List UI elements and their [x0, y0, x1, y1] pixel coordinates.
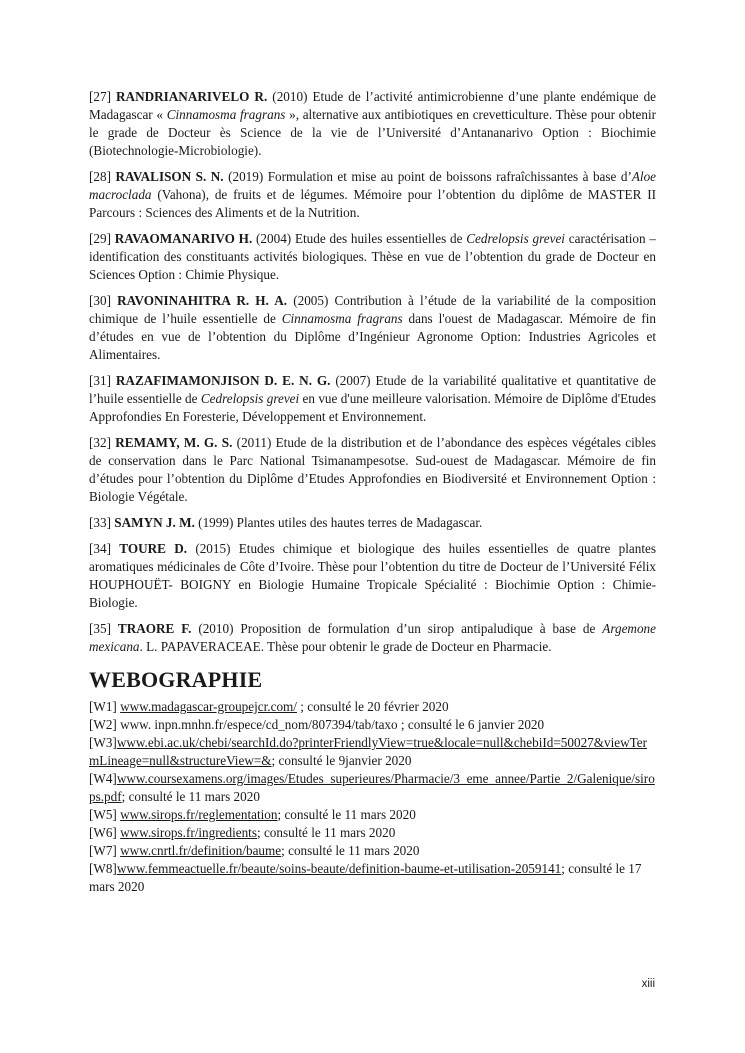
reference-item: [30] RAVONINAHITRA R. H. A. (2005) Contribution à l’étude de la variabilité de la composition chimique de l’huile essentielle de Cinnamosma fragrans dans l'ouest de Madagascar. Mémoire de fin d’études en vue de l’obtention du Diplôme d’Ingénieur Agronome Option: Industries Agricoles et Alimentaires.: [89, 293, 657, 362]
webographie-list: [89, 698, 656, 896]
web-link[interactable]: www.sirops.fr/reglementation: [120, 807, 278, 822]
web-link[interactable]: www.sirops.fr/ingredients: [120, 825, 257, 840]
web-link[interactable]: www.coursexamens.org/images/Etudes_superieures/Pharmacie/3_eme_annee/Partie_2/Galenique/sirops.pdf: [89, 771, 655, 804]
web-link[interactable]: www.femmeactuelle.fr/beaute/soins-beaute/definition-baume-et-utilisation-2059141: [116, 861, 562, 876]
reference-item: [31] RAZAFIMAMONJISON D. E. N. G. (2007) Etude de la variabilité qualitative et quantitative de l’huile essentielle de Cedrelopsis grevei en vue d'une meilleure valorisation. Mémoire de Diplôme d'Etudes Approfondies En Foresterie, Développement et Environnement.: [89, 373, 656, 424]
web-link[interactable]: www.cnrtl.fr/definition/baume: [120, 843, 282, 858]
reference-author: RANDRIANARIVELO R.: [116, 89, 268, 104]
web-link[interactable]: www.madagascar-groupejcr.com/: [120, 699, 297, 714]
reference-item: [35] TRAORE F. (2010) Proposition de formulation d’un sirop antipaludique à base de Argemone mexicana. L. PAPAVERACEAE. Thèse pour obtenir le grade de Docteur en Pharmacie.: [89, 621, 656, 654]
web-entry: [W8]www.femmeactuelle.fr/beaute/soins-beaute/definition-baume-et-utilisation-2059141; consulté le 17 mars 2020: [89, 861, 642, 894]
web-entry: [W4]www.coursexamens.org/images/Etudes_superieures/Pharmacie/3_eme_annee/Partie_2/Galenique/sirops.pdf; consulté le 11 mars 2020: [89, 771, 655, 804]
web-entry: [W7] www.cnrtl.fr/definition/baume; consulté le 11 mars 2020: [89, 843, 420, 858]
web-entry: [W2] www. inpn.mnhn.fr/espece/cd_nom/807394/tab/taxo ; consulté le 6 janvier 2020: [89, 717, 545, 732]
reference-author: RAVAOMANARIVO H.: [114, 231, 253, 246]
reference-author: REMAMY, M. G. S.: [115, 435, 233, 450]
reference-list: [89, 88, 656, 656]
document-page: [89, 88, 656, 896]
page-number: xiii: [641, 978, 655, 990]
reference-item: [27] RANDRIANARIVELO R. (2010) Etude de l’activité antimicrobienne d’une plante endémique de Madagascar « Cinnamosma fragrans », alternative aux antibiotiques en crevetticulture. Thèse pour obtenir le grade de Docteur ès Science de la vie de l’Université d’Antananarivo Option : Biochimie (Biotechnologie-Microbiologie).: [89, 89, 657, 158]
reference-item: [29] RAVAOMANARIVO H. (2004) Etude des huiles essentielles de Cedrelopsis grevei caractérisation – identification des constituants activités biologiques. Thèse en vue de l’obtention du grade de Docteur en Sciences Option : Chimie Physique.: [89, 231, 656, 282]
web-link[interactable]: www.ebi.ac.uk/chebi/searchId.do?printerFriendlyView=true&locale=null&chebiId=50027&viewTermLineage=null&structureView=&: [89, 735, 648, 768]
reference-author: TOURE D.: [119, 541, 188, 556]
reference-author: RAVALISON S. N.: [115, 169, 224, 184]
web-entry: [W5] www.sirops.fr/reglementation; consulté le 11 mars 2020: [89, 807, 416, 822]
web-entry: [W3]www.ebi.ac.uk/chebi/searchId.do?printerFriendlyView=true&locale=null&chebiId=50027&viewTermLineage=null&structureView=&; consulté le 9janvier 2020: [89, 735, 648, 768]
reference-item: [28] RAVALISON S. N. (2019) Formulation et mise au point de boissons rafraîchissantes à base d’Aloe macroclada (Vahona), de fruits et de légumes. Mémoire pour l’obtention du diplôme de MASTER II Parcours : Sciences des Aliments et de la Nutrition.: [89, 169, 657, 220]
webographie-heading: WEBOGRAPHIE: [89, 667, 263, 692]
reference-item: [33] SAMYN J. M. (1999) Plantes utiles des hautes terres de Madagascar.: [89, 515, 483, 530]
reference-item: [34] TOURE D. (2015) Etudes chimique et biologique des huiles essentielles de quatre plantes aromatiques médicinales de Côte d’Ivoire. Thèse pour l’obtention du titre de Docteur de l’Université Félix HOUPHOUËT- BOIGNY en Biologie Humaine Tropicale Spécialité : Biochimie Option : Chimie- Biologie.: [89, 541, 657, 610]
web-entry: [W1] www.madagascar-groupejcr.com/ ; consulté le 20 février 2020: [89, 699, 449, 714]
web-entry: [W6] www.sirops.fr/ingredients; consulté le 11 mars 2020: [89, 825, 396, 840]
reference-author: RAVONINAHITRA R. H. A.: [117, 293, 288, 308]
reference-item: [32] REMAMY, M. G. S. (2011) Etude de la distribution et de l’abondance des espèces végétales cibles de conservation dans le Parc National Tsimanampesotse. Sud-ouest de Madagascar. Mémoire de fin d’études pour l’obtention du Diplôme d’Etudes Approfondies en Biodiversité et Environnement Option : Biologie Végétale.: [89, 435, 657, 504]
reference-author: TRAORE F.: [117, 621, 192, 636]
reference-author: RAZAFIMAMONJISON D. E. N. G.: [115, 373, 331, 388]
reference-author: SAMYN J. M.: [114, 515, 195, 530]
